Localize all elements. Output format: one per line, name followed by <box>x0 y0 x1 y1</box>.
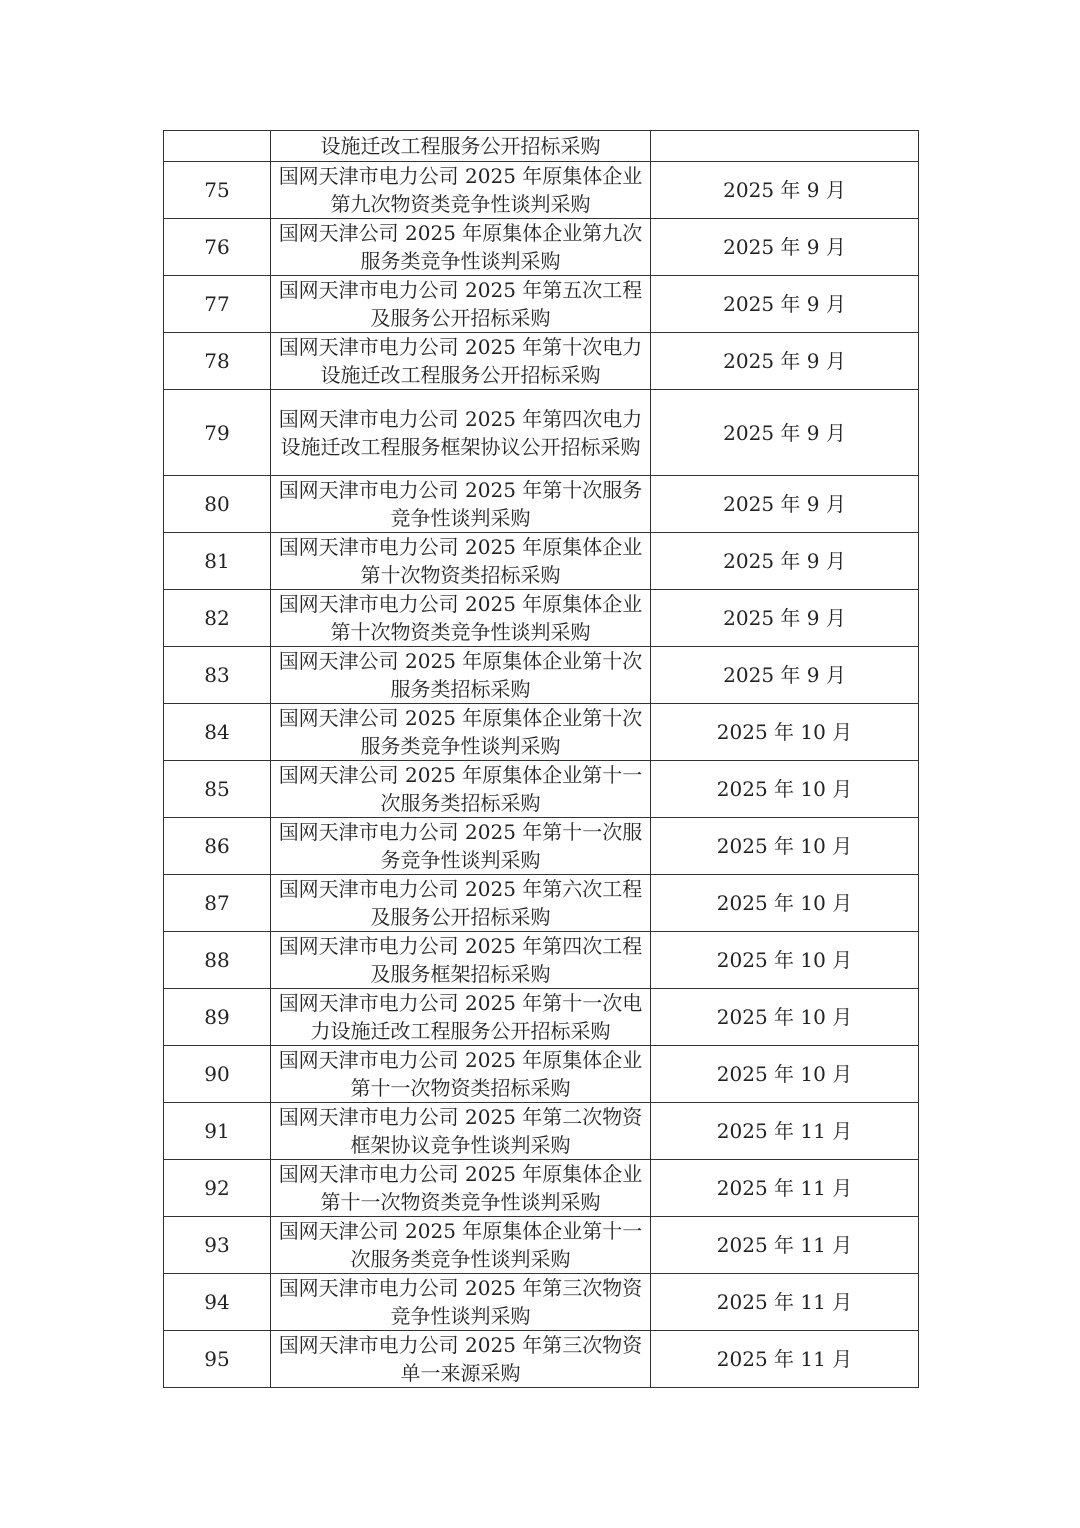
row-number: 76 <box>164 219 271 276</box>
row-number: 75 <box>164 162 271 219</box>
table-row <box>164 131 919 162</box>
row-number: 87 <box>164 875 271 932</box>
procurement-date: 2025 年 9 月 <box>651 476 919 533</box>
procurement-name: 国网天津市电力公司 2025 年第十一次电力设施迁改工程服务公开招标采购 <box>271 989 651 1046</box>
procurement-date: 2025 年 10 月 <box>651 1046 919 1103</box>
row-number <box>164 131 271 162</box>
row-number: 84 <box>164 704 271 761</box>
procurement-name: 国网天津市电力公司 2025 年第三次物资单一来源采购 <box>271 1331 651 1388</box>
row-number: 89 <box>164 989 271 1046</box>
procurement-name: 国网天津市电力公司 2025 年第二次物资框架协议竞争性谈判采购 <box>271 1103 651 1160</box>
procurement-date: 2025 年 10 月 <box>651 704 919 761</box>
procurement-name: 国网天津公司 2025 年原集体企业第十次服务类竞争性谈判采购 <box>271 704 651 761</box>
table-row <box>164 704 919 761</box>
row-number: 80 <box>164 476 271 533</box>
row-number: 81 <box>164 533 271 590</box>
table-row <box>164 1217 919 1274</box>
row-number: 90 <box>164 1046 271 1103</box>
procurement-date: 2025 年 11 月 <box>651 1103 919 1160</box>
procurement-date: 2025 年 9 月 <box>651 219 919 276</box>
row-number: 91 <box>164 1103 271 1160</box>
procurement-name: 国网天津市电力公司 2025 年原集体企业第十一次物资类竞争性谈判采购 <box>271 1160 651 1217</box>
procurement-name: 国网天津公司 2025 年原集体企业第十次服务类招标采购 <box>271 647 651 704</box>
procurement-name: 国网天津市电力公司 2025 年原集体企业第十次物资类竞争性谈判采购 <box>271 590 651 647</box>
procurement-name: 国网天津市电力公司 2025 年第十次服务竞争性谈判采购 <box>271 476 651 533</box>
procurement-date: 2025 年 10 月 <box>651 818 919 875</box>
row-number: 88 <box>164 932 271 989</box>
row-number: 78 <box>164 333 271 390</box>
procurement-date: 2025 年 11 月 <box>651 1217 919 1274</box>
procurement-name: 国网天津公司 2025 年原集体企业第十一次服务类竞争性谈判采购 <box>271 1217 651 1274</box>
row-number: 77 <box>164 276 271 333</box>
table-row <box>164 1331 919 1388</box>
procurement-date: 2025 年 9 月 <box>651 590 919 647</box>
table-row <box>164 1274 919 1331</box>
row-number: 94 <box>164 1274 271 1331</box>
procurement-name: 国网天津市电力公司 2025 年原集体企业第十一次物资类招标采购 <box>271 1046 651 1103</box>
procurement-date: 2025 年 10 月 <box>651 932 919 989</box>
table-row <box>164 1046 919 1103</box>
table-row <box>164 761 919 818</box>
table-row <box>164 932 919 989</box>
procurement-date: 2025 年 9 月 <box>651 533 919 590</box>
procurement-date: 2025 年 10 月 <box>651 761 919 818</box>
table-row <box>164 162 919 219</box>
procurement-date: 2025 年 9 月 <box>651 162 919 219</box>
row-number: 82 <box>164 590 271 647</box>
procurement-date <box>651 131 919 162</box>
row-number: 95 <box>164 1331 271 1388</box>
procurement-name: 国网天津公司 2025 年原集体企业第九次服务类竞争性谈判采购 <box>271 219 651 276</box>
table-row <box>164 1103 919 1160</box>
procurement-name: 国网天津市电力公司 2025 年第十一次服务竞争性谈判采购 <box>271 818 651 875</box>
procurement-date: 2025 年 9 月 <box>651 276 919 333</box>
row-number: 85 <box>164 761 271 818</box>
procurement-date: 2025 年 10 月 <box>651 989 919 1046</box>
table-row <box>164 989 919 1046</box>
table-row <box>164 647 919 704</box>
procurement-date: 2025 年 10 月 <box>651 875 919 932</box>
procurement-date: 2025 年 9 月 <box>651 390 919 476</box>
procurement-name: 国网天津市电力公司 2025 年原集体企业第十次物资类招标采购 <box>271 533 651 590</box>
table-row <box>164 875 919 932</box>
procurement-date: 2025 年 9 月 <box>651 647 919 704</box>
procurement-date: 2025 年 11 月 <box>651 1160 919 1217</box>
table-row <box>164 333 919 390</box>
table-row <box>164 590 919 647</box>
table-row <box>164 219 919 276</box>
table-row <box>164 476 919 533</box>
row-number: 86 <box>164 818 271 875</box>
table-row <box>164 390 919 476</box>
row-number: 92 <box>164 1160 271 1217</box>
procurement-schedule-table <box>163 130 919 1388</box>
procurement-name: 国网天津市电力公司 2025 年第十次电力设施迁改工程服务公开招标采购 <box>271 333 651 390</box>
row-number: 93 <box>164 1217 271 1274</box>
table-body <box>164 131 919 1388</box>
table-row <box>164 533 919 590</box>
procurement-name: 设施迁改工程服务公开招标采购 <box>271 131 651 162</box>
table-row <box>164 818 919 875</box>
procurement-name: 国网天津市电力公司 2025 年第三次物资竞争性谈判采购 <box>271 1274 651 1331</box>
procurement-name: 国网天津市电力公司 2025 年第四次电力设施迁改工程服务框架协议公开招标采购 <box>271 390 651 476</box>
table-row <box>164 1160 919 1217</box>
table-row <box>164 276 919 333</box>
procurement-date: 2025 年 9 月 <box>651 333 919 390</box>
procurement-name: 国网天津市电力公司 2025 年原集体企业第九次物资类竞争性谈判采购 <box>271 162 651 219</box>
procurement-name: 国网天津市电力公司 2025 年第五次工程及服务公开招标采购 <box>271 276 651 333</box>
procurement-date: 2025 年 11 月 <box>651 1331 919 1388</box>
procurement-date: 2025 年 11 月 <box>651 1274 919 1331</box>
row-number: 83 <box>164 647 271 704</box>
procurement-name: 国网天津市电力公司 2025 年第六次工程及服务公开招标采购 <box>271 875 651 932</box>
row-number: 79 <box>164 390 271 476</box>
procurement-name: 国网天津公司 2025 年原集体企业第十一次服务类招标采购 <box>271 761 651 818</box>
procurement-name: 国网天津市电力公司 2025 年第四次工程及服务框架招标采购 <box>271 932 651 989</box>
